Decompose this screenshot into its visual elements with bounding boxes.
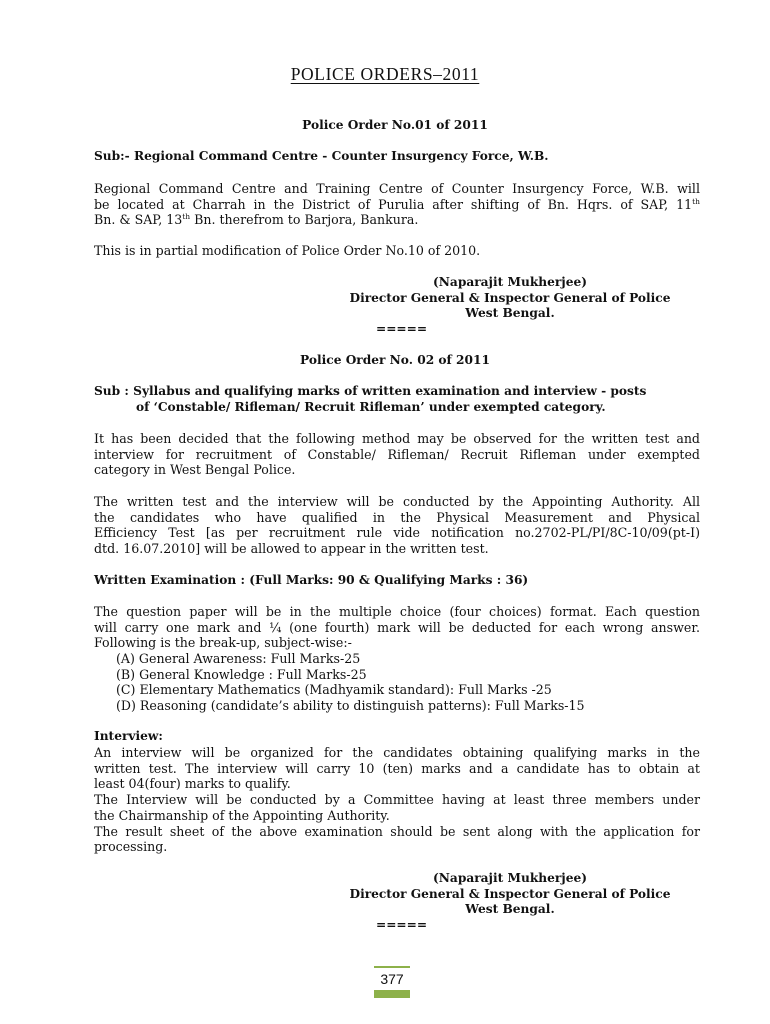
superscript: th	[692, 196, 700, 206]
list-item: (D) Reasoning (candidate’s ability to distinguish patterns): Full Marks-15	[116, 698, 585, 714]
interview-heading: Interview:	[94, 729, 163, 743]
text-line: An interview will be organized for the candidates obtaining qualifying marks in the	[94, 745, 700, 760]
text-line: Regional Command Centre and Training Centre of Counter Insurgency Force, W.B. will	[94, 181, 700, 196]
order-1-heading: Police Order No.01 of 2011	[302, 118, 488, 132]
text-line: The written test and the interview will be conducted by the Appointing Authority. All	[94, 494, 700, 509]
page-number: 377	[380, 971, 404, 987]
order-2-paragraph-3	[94, 604, 700, 651]
page-number-bottom-bar	[374, 990, 410, 998]
order-1-paragraph-2	[94, 243, 700, 259]
written-exam-heading: Written Examination : (Full Marks: 90 & Qualifying Marks : 36)	[94, 573, 529, 587]
text-line: This is in partial modification of Police Order No.10 of 2010.	[94, 243, 481, 258]
text-line: will carry one mark and ¼ (one fourth) mark will be deducted for each wrong answer.	[94, 619, 700, 635]
text-line: The Interview will be conducted by a Committee having at least three members under	[94, 792, 700, 808]
order-1-paragraph-1	[94, 181, 700, 228]
signatory-state: West Bengal.	[465, 306, 555, 321]
signatory-name: (Naparajit Mukherjee)	[433, 275, 587, 289]
order-2-heading: Police Order No. 02 of 2011	[300, 353, 490, 367]
text-line: the candidates who have qualified in the Physical Measurement and Physical	[94, 509, 700, 525]
text-line: category in West Bengal Police.	[94, 462, 296, 478]
text-line: dtd. 16.07.2010] will be allowed to appear in the written test.	[94, 541, 489, 557]
list-item: (B) General Knowledge : Full Marks-25	[116, 666, 367, 682]
text-line: The question paper will be in the multiple choice (four choices) format. Each question	[94, 604, 700, 619]
text-line: The result sheet of the above examination should be sent along with the application for	[94, 823, 700, 839]
page-number-top-bar	[374, 966, 410, 968]
text-line: Bn. & SAP, 13th Bn. therefrom to Barjora, Bankura.	[94, 212, 419, 228]
text-line: least 04(four) marks to qualify.	[94, 776, 291, 792]
order-1-subject: Sub:- Regional Command Centre - Counter Insurgency Force, W.B.	[94, 149, 549, 163]
separator: =====	[376, 322, 428, 337]
subjects-list	[116, 651, 585, 714]
list-item: (C) Elementary Mathematics (Madhyamik standard): Full Marks -25	[116, 682, 552, 698]
order-1-signature	[330, 275, 690, 338]
superscript: th	[182, 212, 191, 222]
signatory-designation: Director General & Inspector General of Police	[349, 290, 671, 305]
order-2-subject-line-1: Sub : Syllabus and qualifying marks of written examination and interview - posts	[94, 384, 647, 398]
text-line: It has been decided that the following method may be observed for the written test and	[94, 431, 700, 446]
signatory-state: West Bengal.	[465, 902, 555, 917]
order-2-signature	[330, 871, 690, 934]
text-line: the Chairmanship of the Appointing Authority.	[94, 807, 390, 823]
interview-paragraph	[94, 745, 700, 855]
text-line: interview for recruitment of Constable/ Rifleman/ Recruit Rifleman under exempted	[94, 446, 700, 462]
order-2-paragraph-2	[94, 494, 700, 557]
text-line: written test. The interview will carry 10 (ten) marks and a candidate has to obtain at	[94, 760, 700, 776]
signatory-designation: Director General & Inspector General of Police	[349, 886, 671, 901]
text-line: processing.	[94, 839, 168, 855]
order-2-paragraph-1	[94, 431, 700, 478]
separator: =====	[376, 918, 428, 933]
signatory-name: (Naparajit Mukherjee)	[433, 871, 587, 885]
text-line: be located at Charrah in the District of Purulia after shifting of Bn. Hqrs. of SAP, 11th	[94, 196, 700, 212]
order-2-subject-line-2: of ‘Constable/ Rifleman/ Recruit Rifleman’ under exempted category.	[136, 400, 606, 414]
page-title: POLICE ORDERS–2011	[290, 64, 480, 84]
text-line: Following is the break-up, subject-wise:-	[94, 635, 352, 651]
text-line: Efficiency Test [as per recruitment rule vide notification no.2702-PL/PI/8C-10/09(pt-I)	[94, 525, 700, 541]
list-item: (A) General Awareness: Full Marks-25	[116, 651, 361, 666]
